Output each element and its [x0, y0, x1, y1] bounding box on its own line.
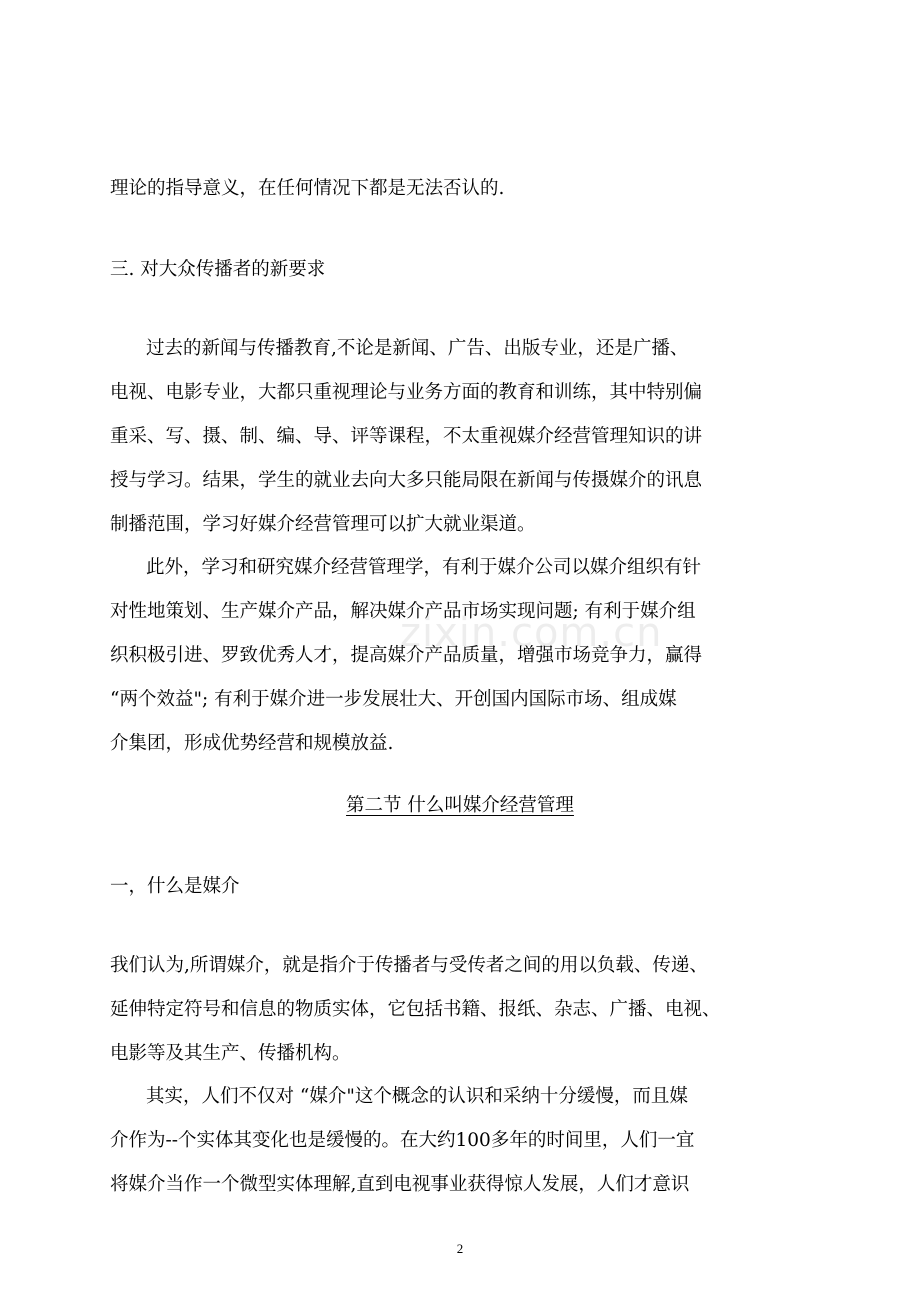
paragraph-line: 其实，人们不仅对 “媒介"这个概念的认识和采纳十分缓慢，而且媒: [146, 1086, 688, 1107]
paragraph-line: 介作为--个实体其变化也是缓慢的。在大约100多年的时间里，人们一宜: [110, 1130, 695, 1151]
paragraph-line: 此外，学习和研究媒介经营管理学，有利于媒介公司以媒介组织有针: [146, 557, 702, 578]
paragraph-line: “两个效益"; 有利于媒介进一步发展壮大、开创国内国际市场、组成媒: [110, 689, 677, 710]
chapter-section-title: [0, 795, 920, 817]
paragraph-line: 我们认为,所谓媒介，就是指介于传播者与受传者之间的用以负载、传递、: [110, 955, 708, 976]
paragraph-line: 电影等及其生产、传播机构。: [110, 1043, 351, 1064]
paragraph-line: 过去的新闻与传播教育,不论是新闻、广告、出版专业，还是广播、: [146, 338, 689, 359]
subsection-heading: 一，什么是媒介: [110, 876, 240, 897]
paragraph-line: 制播范围，学习好媒介经营管理可以扩大就业渠道。: [110, 514, 536, 535]
paragraph-line: 将媒介当作一个微型实体理解,直到电视事业获得惊人发展，人们才意识: [110, 1174, 690, 1195]
page-number: 2: [456, 1241, 464, 1256]
chapter-section-title-text: 第二节 什么叫媒介经营管理: [346, 795, 574, 816]
section-heading: 三. 对大众传播者的新要求: [110, 259, 326, 280]
paragraph-line: 授与学习。结果，学生的就业去向大多只能局限在新闻与传摄媒介的讯息: [110, 470, 703, 491]
paragraph-line: 电视、电影专业，大都只重视理论与业务方面的教育和训练，其中特别偏: [110, 382, 703, 403]
paragraph-line: 重采、写、摄、制、编、导、评等课程，不太重视媒介经营管理知识的讲: [110, 426, 703, 447]
watermark: zixin.com.cn: [400, 610, 663, 656]
paragraph-line: 织积极引进、罗致优秀人才，提高媒介产品质量，增强市场竞争力，赢得: [110, 645, 703, 666]
paragraph-line: 理论的指导意义，在任何情况下都是无法否认的.: [110, 178, 505, 199]
paragraph-line: 对性地策划、生产媒介产品，解决媒介产品市场实现问题; 有利于媒介组: [110, 601, 696, 622]
paragraph-line: 介集团，形成优势经营和规模放益.: [110, 733, 394, 754]
paragraph-line: 延伸特定符号和信息的物质实体，它包括书籍、报纸、杂志、广播、电视、: [110, 999, 721, 1020]
